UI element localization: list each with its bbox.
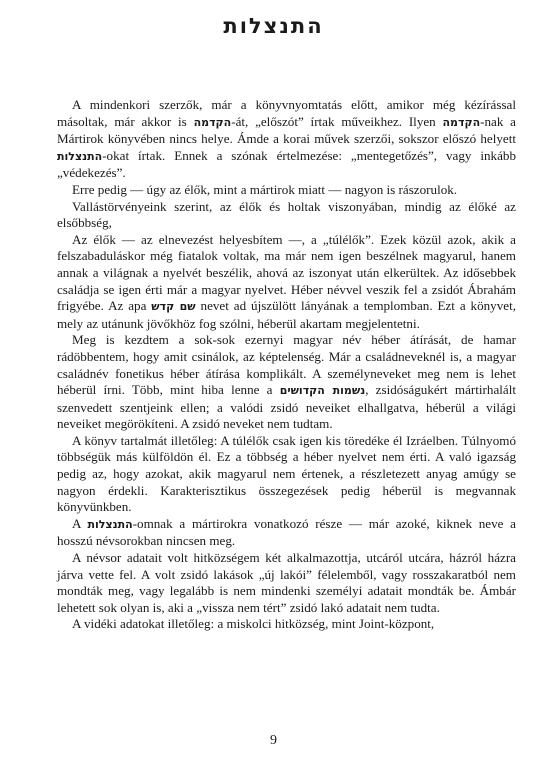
hebrew-word: שם קדש [151, 300, 196, 314]
hebrew-word: התנצלות [57, 149, 103, 163]
text-run: A vidéki adatokat illetőleg: a miskolci hitközség, mint Joint-központ, [72, 616, 435, 632]
hebrew-word: התנצלות [87, 517, 133, 531]
body-text [57, 97, 516, 633]
text-run: A mindenkori szerzők, már a könyvnyomtatás előtt, amikor még kézírással másoltak, már akkor is [57, 97, 516, 129]
body-paragraph [57, 516, 516, 550]
text-run: -omnak a mártirokra vonatkozó része — már azoké, kiknek neve a hosszú névsorokban nincsen meg. [57, 515, 516, 549]
body-paragraph [57, 182, 516, 199]
body-paragraph [57, 232, 516, 333]
body-paragraph [57, 97, 516, 182]
text-run: Vallástörvényeink szerint, az élők és holtak viszonyában, mindig az élőké az elsőbbség, [57, 198, 516, 231]
body-paragraph [57, 616, 516, 633]
body-paragraph [57, 332, 516, 433]
body-paragraph [57, 433, 516, 516]
text-run: -nak a Mártirok könyvében nincs helye. Ámde a korai művek szerzői, sokszor előszó helyett [57, 113, 516, 147]
text-run: -okat írtak. Ennek a szónak értelmezése: „mentegetőzés”, vagy inkább „védekezés”. [57, 147, 516, 181]
body-paragraph [57, 199, 516, 232]
text-run: Erre pedig — úgy az élők, mint a mártirok miatt — nagyon is rászorulok. [72, 181, 458, 197]
text-run: A [72, 515, 88, 531]
page-number: 9 [270, 733, 277, 748]
text-run: -át, „előszót” írtak műveikhez. Ilyen [231, 113, 443, 129]
text-run: , zsidóságukért mártirhalált szenvedett szentjeink ellen; a valódi zsidó neveiket elhallgatva, héberül a világi neveiket megörökíteni. A zsidó neveket nem tudtam. [57, 382, 516, 432]
page-title: התנצלות [223, 14, 324, 38]
text-run: A névsor adatait volt hitközségem két alkalmazottja, utcáról utcára, házról házra járva vette fel. A volt zsidó lakások „új lakói” félelemből, vagy rosszakaratból nem mondták meg, vagy legalább is nem mindenki személyi adatait mondták be. Ámbár lehetett sok olyan is, aki a „vissza nem tért” zsidó lakó adatait nem tudta. [57, 550, 516, 615]
text-run: Az élők — az elnevezést helyesbítem —, a „túlélők”. Ezek közül azok, akik a felszabaduláskor még fiatalok voltak, ma már nem igen beszélnek magyarul, hanem annak a világnak a nyelvét beszélik, ahová az iszonyat után elkerültek. Az idősebbek családja se igen érti már a magyar nyelvet. Héber névvel veszik fel a zsidót Ábrahám frigyébe. Az apa [57, 231, 516, 314]
text-run: nevet ad újszülött lányának a templomban. Ezt a könyvet, mely az utánunk jövőkhöz fog szólni, héberül akartam megjelentetni. [57, 298, 516, 331]
hebrew-word: הקדמה [442, 115, 481, 129]
body-paragraph [57, 550, 516, 616]
hebrew-word: הקדמה [193, 115, 232, 129]
hebrew-word: נשמות הקדושים [279, 384, 366, 398]
text-run: Meg is kezdtem a sok-sok ezernyi magyar név héber átírását, de hamar rádöbbentem, hogy amit csinálok, az képtelenség. Már a családneveknél is, a magyar családnév fonetikus héber átírása komplikált. A személyneveket meg nem is lehet héberül írni. Több, mint hiba lenne a [57, 332, 516, 398]
text-run: A könyv tartalmát illetőleg: A túlélők csak igen kis töredéke él Izráelben. Túlnyomó többségük más külföldön él. Ez a többség a héber nyelvet nem érti. A való igazság pedig az, hogy azokat, akik magyarul nem értenek, a részletezett anyag amúgy se nagyon érdekli. Karakterisztikus összegezések pedig héberül is megvannak könyvünkben. [57, 432, 516, 515]
